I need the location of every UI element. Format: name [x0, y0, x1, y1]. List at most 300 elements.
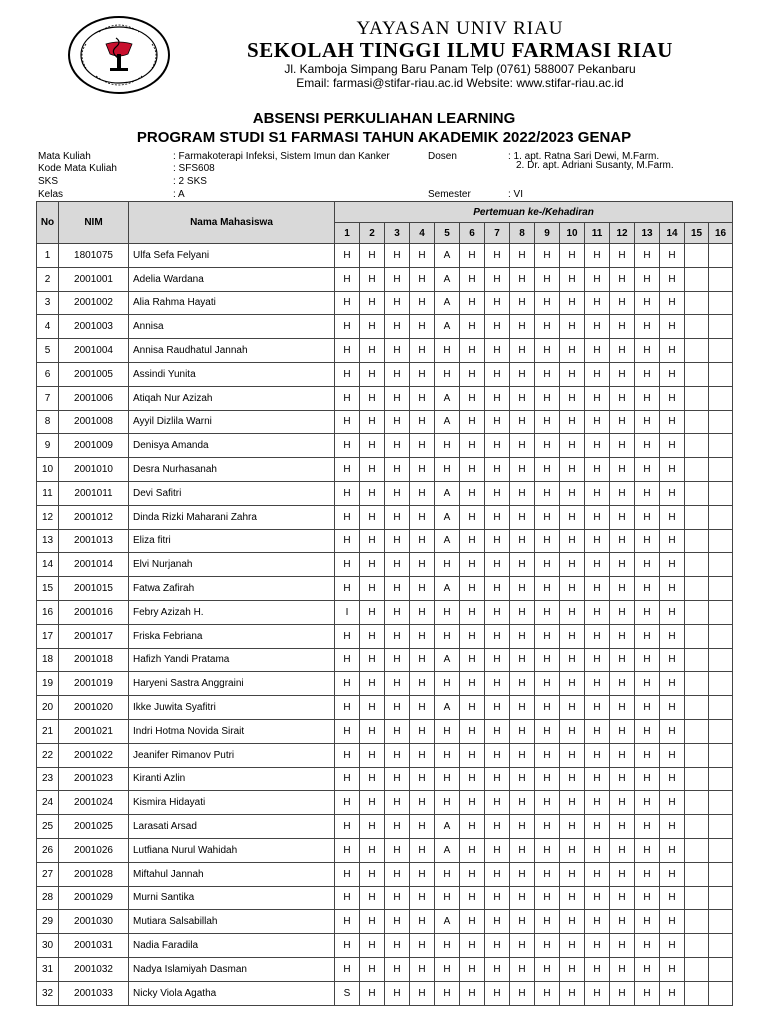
attendance-cell: H: [485, 791, 510, 815]
attendance-cell: [709, 244, 733, 268]
table-row: [37, 410, 733, 434]
row-student-name: Annisa Raudhatul Jannah: [129, 339, 335, 363]
row-nim: 2001031: [59, 934, 129, 958]
attendance-cell: H: [385, 791, 410, 815]
attendance-cell: H: [485, 648, 510, 672]
attendance-cell: H: [360, 267, 385, 291]
attendance-cell: [709, 386, 733, 410]
attendance-cell: H: [510, 791, 535, 815]
attendance-cell: H: [385, 815, 410, 839]
attendance-cell: [709, 339, 733, 363]
attendance-cell: H: [660, 815, 685, 839]
attendance-cell: H: [660, 434, 685, 458]
attendance-cell: H: [435, 624, 460, 648]
attendance-cell: [685, 886, 709, 910]
attendance-cell: [709, 696, 733, 720]
attendance-cell: H: [360, 886, 385, 910]
row-no: 30: [37, 934, 59, 958]
row-nim: 2001013: [59, 529, 129, 553]
attendance-cell: H: [360, 957, 385, 981]
row-nim: 2001004: [59, 339, 129, 363]
row-student-name: Ulfa Sefa Felyani: [129, 244, 335, 268]
attendance-cell: H: [410, 291, 435, 315]
attendance-cell: H: [435, 886, 460, 910]
attendance-cell: H: [660, 886, 685, 910]
attendance-cell: [685, 648, 709, 672]
attendance-cell: H: [460, 910, 485, 934]
attendance-cell: [685, 600, 709, 624]
attendance-cell: H: [460, 624, 485, 648]
attendance-cell: A: [435, 291, 460, 315]
attendance-cell: H: [660, 577, 685, 601]
attendance-cell: H: [610, 791, 635, 815]
header-name: Nama Mahasiswa: [129, 202, 335, 244]
row-no: 11: [37, 481, 59, 505]
table-row: [37, 910, 733, 934]
attendance-cell: H: [610, 838, 635, 862]
attendance-cell: H: [410, 315, 435, 339]
school-name: SEKOLAH TINGGI ILMU FARMASI RIAU: [247, 38, 673, 62]
attendance-cell: H: [460, 696, 485, 720]
attendance-cell: [685, 458, 709, 482]
meeting-number: 8: [510, 223, 535, 244]
row-no: 27: [37, 862, 59, 886]
attendance-cell: H: [535, 481, 560, 505]
table-row: [37, 791, 733, 815]
row-nim: 2001001: [59, 267, 129, 291]
row-student-name: Jeanifer Rimanov Putri: [129, 743, 335, 767]
attendance-cell: H: [510, 529, 535, 553]
row-nim: 2001023: [59, 767, 129, 791]
table-row: [37, 886, 733, 910]
table-row: [37, 767, 733, 791]
row-no: 3: [37, 291, 59, 315]
row-student-name: Nadya Islamiyah Dasman: [129, 957, 335, 981]
row-no: 32: [37, 981, 59, 1005]
attendance-cell: H: [585, 743, 610, 767]
attendance-cell: H: [660, 934, 685, 958]
attendance-cell: H: [360, 981, 385, 1005]
attendance-cell: H: [360, 791, 385, 815]
attendance-cell: H: [410, 267, 435, 291]
meeting-number: 6: [460, 223, 485, 244]
attendance-cell: H: [560, 458, 585, 482]
attendance-cell: H: [485, 291, 510, 315]
attendance-cell: H: [585, 291, 610, 315]
attendance-cell: [685, 743, 709, 767]
attendance-cell: H: [335, 743, 360, 767]
attendance-cell: H: [635, 815, 660, 839]
attendance-cell: H: [485, 577, 510, 601]
attendance-cell: H: [335, 291, 360, 315]
table-row: [37, 481, 733, 505]
attendance-cell: H: [610, 244, 635, 268]
attendance-cell: H: [535, 672, 560, 696]
row-student-name: Ikke Juwita Syafitri: [129, 696, 335, 720]
school-address: Jl. Kamboja Simpang Baru Panam Telp (0761) 588007 Pekanbaru: [284, 62, 636, 76]
table-row: [37, 434, 733, 458]
row-nim: 2001008: [59, 410, 129, 434]
attendance-cell: H: [510, 624, 535, 648]
row-student-name: Kismira Hidayati: [129, 791, 335, 815]
attendance-cell: H: [335, 886, 360, 910]
attendance-cell: H: [385, 743, 410, 767]
attendance-cell: H: [635, 600, 660, 624]
attendance-cell: H: [610, 934, 635, 958]
attendance-cell: H: [610, 767, 635, 791]
attendance-cell: H: [460, 767, 485, 791]
attendance-cell: H: [335, 624, 360, 648]
attendance-cell: H: [460, 672, 485, 696]
attendance-cell: H: [410, 410, 435, 434]
attendance-cell: H: [660, 696, 685, 720]
attendance-cell: H: [410, 910, 435, 934]
attendance-cell: H: [535, 934, 560, 958]
attendance-cell: H: [385, 529, 410, 553]
table-row: [37, 672, 733, 696]
attendance-cell: I: [335, 600, 360, 624]
attendance-cell: H: [385, 505, 410, 529]
attendance-cell: [685, 767, 709, 791]
attendance-cell: H: [485, 339, 510, 363]
attendance-cell: H: [360, 862, 385, 886]
row-nim: 2001019: [59, 672, 129, 696]
attendance-cell: H: [360, 339, 385, 363]
attendance-cell: H: [485, 267, 510, 291]
attendance-cell: H: [510, 244, 535, 268]
attendance-cell: H: [610, 886, 635, 910]
attendance-cell: H: [360, 743, 385, 767]
attendance-cell: H: [385, 957, 410, 981]
attendance-cell: H: [535, 244, 560, 268]
attendance-cell: H: [385, 481, 410, 505]
attendance-cell: H: [460, 458, 485, 482]
attendance-cell: H: [560, 244, 585, 268]
table-row: [37, 600, 733, 624]
attendance-cell: H: [485, 886, 510, 910]
meeting-number: 16: [709, 223, 733, 244]
attendance-cell: H: [585, 934, 610, 958]
attendance-cell: H: [335, 648, 360, 672]
row-student-name: Febry Azizah H.: [129, 600, 335, 624]
attendance-cell: H: [585, 815, 610, 839]
meeting-number: 15: [685, 223, 709, 244]
row-nim: 2001014: [59, 553, 129, 577]
attendance-cell: H: [460, 529, 485, 553]
row-no: 6: [37, 362, 59, 386]
attendance-cell: [709, 910, 733, 934]
row-student-name: Indri Hotma Novida Sirait: [129, 719, 335, 743]
row-no: 12: [37, 505, 59, 529]
attendance-cell: H: [335, 553, 360, 577]
attendance-cell: H: [410, 386, 435, 410]
attendance-cell: H: [435, 553, 460, 577]
table-row: [37, 624, 733, 648]
attendance-cell: H: [460, 339, 485, 363]
attendance-cell: [685, 553, 709, 577]
row-student-name: Desra Nurhasanah: [129, 458, 335, 482]
row-no: 13: [37, 529, 59, 553]
attendance-cell: H: [485, 458, 510, 482]
attendance-cell: H: [435, 981, 460, 1005]
attendance-cell: [685, 362, 709, 386]
attendance-cell: H: [510, 505, 535, 529]
attendance-cell: H: [335, 577, 360, 601]
attendance-cell: [709, 719, 733, 743]
row-student-name: Haryeni Sastra Anggraini: [129, 672, 335, 696]
attendance-cell: [709, 410, 733, 434]
attendance-cell: H: [635, 362, 660, 386]
attendance-cell: H: [535, 838, 560, 862]
document-title: ABSENSI PERKULIAHAN LEARNING: [252, 110, 516, 127]
meeting-number: 2: [360, 223, 385, 244]
attendance-cell: H: [610, 481, 635, 505]
attendance-cell: H: [560, 648, 585, 672]
attendance-cell: H: [385, 458, 410, 482]
attendance-cell: H: [360, 910, 385, 934]
row-student-name: Dinda Rizki Maharani Zahra: [129, 505, 335, 529]
attendance-cell: H: [610, 862, 635, 886]
attendance-cell: H: [610, 672, 635, 696]
attendance-cell: H: [410, 696, 435, 720]
attendance-cell: H: [385, 291, 410, 315]
attendance-cell: H: [460, 648, 485, 672]
table-row: [37, 315, 733, 339]
attendance-cell: H: [635, 696, 660, 720]
attendance-cell: [685, 339, 709, 363]
attendance-cell: H: [535, 267, 560, 291]
attendance-cell: H: [585, 957, 610, 981]
attendance-cell: [709, 600, 733, 624]
row-student-name: Kiranti Azlin: [129, 767, 335, 791]
row-nim: 2001024: [59, 791, 129, 815]
dosen-label: Dosen: [428, 151, 457, 162]
attendance-cell: [709, 529, 733, 553]
row-no: 10: [37, 458, 59, 482]
attendance-cell: [685, 838, 709, 862]
attendance-cell: H: [510, 291, 535, 315]
attendance-cell: H: [610, 410, 635, 434]
attendance-cell: H: [485, 719, 510, 743]
attendance-cell: H: [335, 910, 360, 934]
row-student-name: Ayyil Dizlila Warni: [129, 410, 335, 434]
attendance-cell: H: [635, 577, 660, 601]
attendance-cell: H: [485, 600, 510, 624]
semester-label: Semester: [428, 189, 471, 200]
attendance-cell: H: [385, 862, 410, 886]
attendance-cell: H: [610, 362, 635, 386]
row-nim: 2001012: [59, 505, 129, 529]
attendance-cell: H: [510, 719, 535, 743]
row-no: 9: [37, 434, 59, 458]
attendance-cell: H: [535, 410, 560, 434]
attendance-cell: H: [510, 434, 535, 458]
attendance-cell: [709, 791, 733, 815]
attendance-cell: H: [360, 648, 385, 672]
attendance-cell: [685, 696, 709, 720]
attendance-cell: A: [435, 910, 460, 934]
attendance-cell: H: [585, 362, 610, 386]
table-row: [37, 743, 733, 767]
kode-label: Kode Mata Kuliah: [38, 163, 117, 174]
attendance-cell: H: [485, 862, 510, 886]
attendance-cell: H: [510, 981, 535, 1005]
foundation-name: YAYASAN UNIV RIAU: [356, 18, 564, 39]
row-no: 14: [37, 553, 59, 577]
attendance-cell: H: [485, 910, 510, 934]
attendance-cell: H: [660, 481, 685, 505]
table-row: [37, 244, 733, 268]
attendance-cell: H: [610, 553, 635, 577]
attendance-cell: H: [610, 624, 635, 648]
row-student-name: Lutfiana Nurul Wahidah: [129, 838, 335, 862]
attendance-cell: A: [435, 696, 460, 720]
attendance-cell: H: [560, 410, 585, 434]
attendance-cell: [685, 862, 709, 886]
attendance-cell: [685, 386, 709, 410]
attendance-cell: H: [660, 648, 685, 672]
attendance-cell: [685, 315, 709, 339]
attendance-cell: H: [585, 553, 610, 577]
school-contact: Email: farmasi@stifar-riau.ac.id Website: www.stifar-riau.ac.id: [296, 76, 624, 90]
attendance-cell: H: [460, 553, 485, 577]
meeting-number: 12: [610, 223, 635, 244]
attendance-cell: H: [335, 791, 360, 815]
attendance-cell: [685, 981, 709, 1005]
attendance-cell: H: [535, 767, 560, 791]
attendance-cell: H: [460, 267, 485, 291]
attendance-cell: [709, 624, 733, 648]
row-nim: 2001010: [59, 458, 129, 482]
row-nim: 2001003: [59, 315, 129, 339]
attendance-cell: H: [360, 577, 385, 601]
attendance-cell: H: [510, 838, 535, 862]
attendance-cell: H: [560, 696, 585, 720]
attendance-cell: H: [485, 696, 510, 720]
attendance-cell: H: [610, 291, 635, 315]
attendance-cell: H: [635, 910, 660, 934]
attendance-cell: [709, 672, 733, 696]
attendance-cell: H: [335, 362, 360, 386]
attendance-cell: A: [435, 505, 460, 529]
table-row: [37, 696, 733, 720]
attendance-cell: H: [660, 600, 685, 624]
attendance-cell: H: [610, 529, 635, 553]
row-no: 8: [37, 410, 59, 434]
attendance-cell: A: [435, 577, 460, 601]
attendance-cell: H: [410, 362, 435, 386]
attendance-cell: H: [635, 458, 660, 482]
row-no: 21: [37, 719, 59, 743]
meeting-number: 14: [660, 223, 685, 244]
attendance-cell: H: [660, 362, 685, 386]
attendance-cell: H: [510, 386, 535, 410]
attendance-cell: [709, 648, 733, 672]
semester-value: : VI: [508, 189, 524, 200]
attendance-cell: H: [360, 672, 385, 696]
attendance-cell: [685, 957, 709, 981]
attendance-cell: H: [535, 291, 560, 315]
attendance-cell: H: [385, 910, 410, 934]
attendance-cell: H: [410, 934, 435, 958]
attendance-cell: [709, 838, 733, 862]
attendance-body: [37, 244, 733, 1006]
attendance-cell: H: [410, 743, 435, 767]
attendance-cell: H: [410, 767, 435, 791]
attendance-cell: H: [535, 981, 560, 1005]
attendance-cell: H: [485, 743, 510, 767]
attendance-cell: H: [585, 600, 610, 624]
row-nim: 2001005: [59, 362, 129, 386]
attendance-cell: H: [535, 862, 560, 886]
attendance-cell: H: [510, 339, 535, 363]
attendance-cell: H: [385, 315, 410, 339]
attendance-cell: H: [510, 886, 535, 910]
row-no: 2: [37, 267, 59, 291]
attendance-cell: H: [585, 672, 610, 696]
attendance-cell: [709, 981, 733, 1005]
attendance-cell: H: [535, 386, 560, 410]
table-row: [37, 838, 733, 862]
row-nim: 2001009: [59, 434, 129, 458]
table-row: [37, 362, 733, 386]
attendance-cell: H: [410, 434, 435, 458]
attendance-cell: H: [360, 315, 385, 339]
attendance-cell: H: [610, 315, 635, 339]
attendance-cell: H: [585, 886, 610, 910]
table-row: [37, 577, 733, 601]
attendance-cell: H: [410, 244, 435, 268]
attendance-cell: H: [660, 767, 685, 791]
attendance-cell: H: [460, 600, 485, 624]
attendance-cell: H: [510, 577, 535, 601]
attendance-cell: H: [460, 244, 485, 268]
attendance-cell: H: [585, 791, 610, 815]
attendance-cell: H: [435, 672, 460, 696]
attendance-cell: H: [560, 981, 585, 1005]
table-row: [37, 553, 733, 577]
attendance-cell: [709, 291, 733, 315]
row-no: 15: [37, 577, 59, 601]
row-no: 4: [37, 315, 59, 339]
attendance-cell: A: [435, 267, 460, 291]
attendance-cell: A: [435, 481, 460, 505]
attendance-cell: H: [335, 505, 360, 529]
attendance-cell: H: [335, 696, 360, 720]
meeting-number: 1: [335, 223, 360, 244]
attendance-cell: H: [560, 719, 585, 743]
attendance-cell: H: [510, 315, 535, 339]
meeting-number: 4: [410, 223, 435, 244]
attendance-cell: H: [435, 362, 460, 386]
attendance-cell: H: [385, 981, 410, 1005]
attendance-cell: H: [435, 862, 460, 886]
attendance-cell: H: [410, 577, 435, 601]
attendance-cell: H: [585, 838, 610, 862]
attendance-cell: H: [385, 886, 410, 910]
attendance-cell: H: [360, 481, 385, 505]
attendance-cell: H: [410, 815, 435, 839]
row-student-name: Miftahul Jannah: [129, 862, 335, 886]
attendance-cell: H: [660, 458, 685, 482]
attendance-cell: H: [485, 410, 510, 434]
attendance-cell: H: [460, 815, 485, 839]
attendance-cell: H: [360, 410, 385, 434]
attendance-cell: H: [385, 362, 410, 386]
attendance-cell: H: [660, 553, 685, 577]
attendance-cell: H: [585, 481, 610, 505]
attendance-cell: H: [635, 934, 660, 958]
